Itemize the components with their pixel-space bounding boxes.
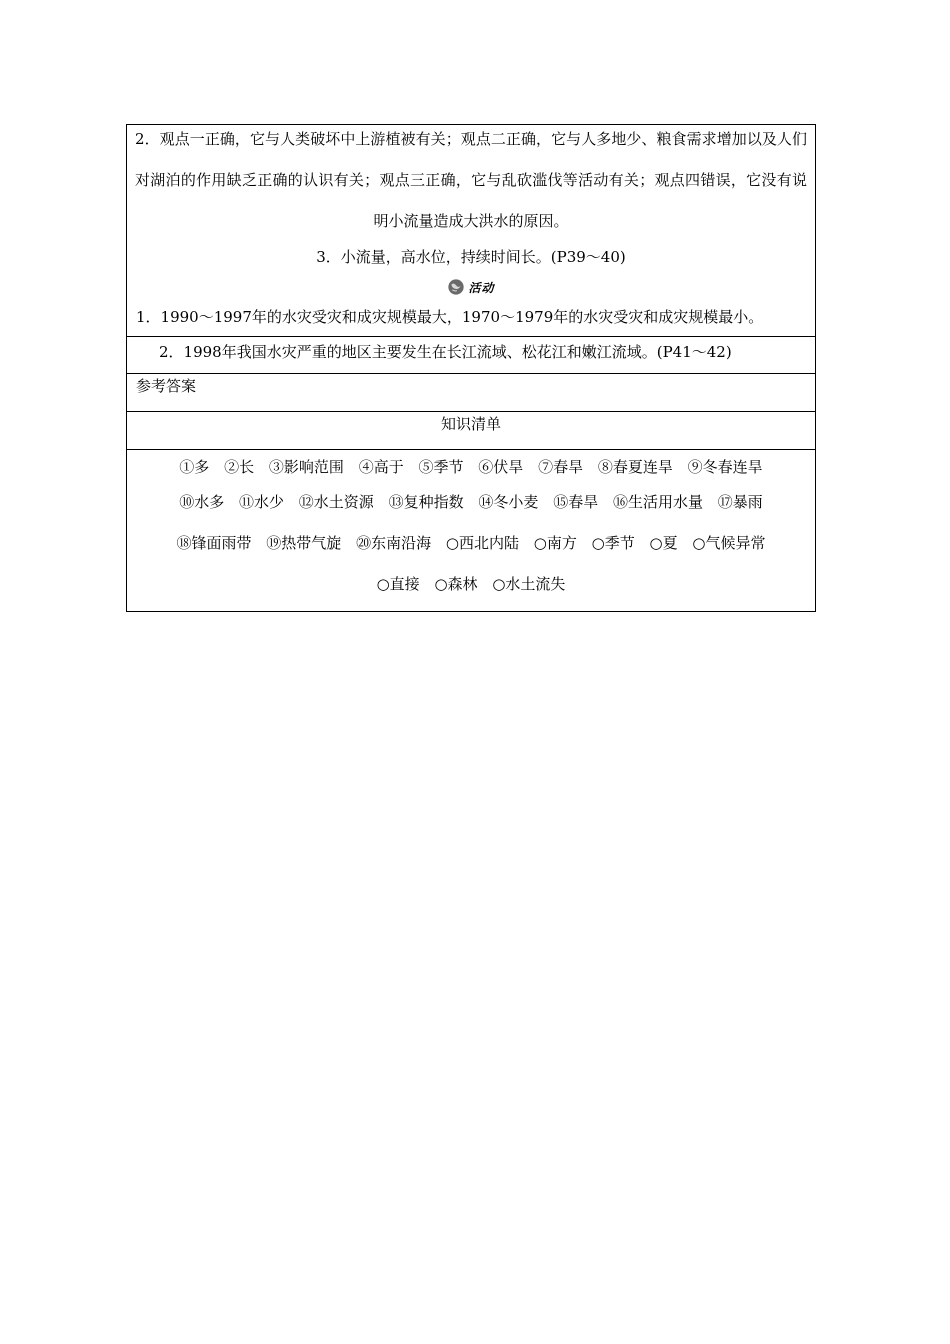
viewpoint-paragraph: 2．观点一正确，它与人类破坏中上游植被有关；观点二正确，它与人多地少、粮食需求增加以及人们对湖泊的作用缺乏正确的认识有关；观点三正确，它与乱砍滥伐等活动有关；观点四错误，它没有说明小流量造成大洪水的原因。 bbox=[135, 130, 807, 230]
answer-item: ⑭冬小麦 bbox=[478, 493, 539, 511]
answer-header: 参考答案 bbox=[127, 373, 815, 411]
answer-item: ②长 bbox=[224, 458, 255, 476]
activity-item-2: 2．1998年我国水灾严重的地区主要发生在长江流域、松花江和嫩江流域。(P41～42) bbox=[159, 343, 732, 361]
knowledge-header: 知识清单 bbox=[127, 411, 815, 449]
answer-item: ①多 bbox=[179, 458, 210, 476]
answer-line-2 bbox=[133, 482, 809, 523]
activity-item-1: 1．1990～1997年的水灾受灾和成灾规模最大，1970～1979年的水灾受灾和成灾规模最小。 bbox=[136, 308, 764, 326]
answer-item: ⑤季节 bbox=[418, 458, 464, 476]
answer-item: ⑱锋面雨带 bbox=[176, 534, 252, 552]
answer-item: ⑦春旱 bbox=[538, 458, 584, 476]
explanation-cell bbox=[127, 119, 815, 336]
answer-item: ③影响范围 bbox=[268, 458, 344, 476]
answer-line-3 bbox=[133, 523, 809, 564]
answer-item: ○直接 bbox=[376, 575, 420, 593]
answer-item: ⑯生活用水量 bbox=[612, 493, 703, 511]
knowledge-answers bbox=[127, 449, 815, 611]
answer-item: ○南方 bbox=[533, 534, 577, 552]
answer-item: ④高于 bbox=[358, 458, 404, 476]
answer-line-4 bbox=[133, 564, 809, 605]
activity-heading bbox=[127, 272, 815, 302]
activity-badge bbox=[447, 278, 494, 296]
answer-item: ○夏 bbox=[649, 534, 678, 552]
answer-item: ⑥伏旱 bbox=[478, 458, 524, 476]
globe-icon bbox=[447, 278, 465, 296]
answer-item: ⑧春夏连旱 bbox=[597, 458, 673, 476]
answer-item: ⑲热带气旋 bbox=[266, 534, 342, 552]
activity-label: 活动 bbox=[468, 280, 495, 295]
activity-item-2-cell bbox=[127, 336, 815, 373]
answer-item: ○森林 bbox=[434, 575, 478, 593]
answer-item: ⑳东南沿海 bbox=[356, 534, 432, 552]
answer-table bbox=[126, 124, 816, 612]
answer-item: ⑨冬春连旱 bbox=[687, 458, 763, 476]
flow-answer: 3．小流量，高水位，持续时间长。(P39～40) bbox=[316, 248, 626, 266]
answer-item: ○西北内陆 bbox=[445, 534, 519, 552]
answer-item: ○水土流失 bbox=[492, 575, 566, 593]
answer-item: ⑬复种指数 bbox=[388, 493, 464, 511]
answer-item: ⑪水少 bbox=[239, 493, 285, 511]
answer-item: ○气候异常 bbox=[692, 534, 766, 552]
answer-item: ⑩水多 bbox=[179, 493, 225, 511]
answer-line-1 bbox=[133, 452, 809, 482]
answer-item: ⑰暴雨 bbox=[717, 493, 763, 511]
answer-item: ⑫水土资源 bbox=[298, 493, 374, 511]
answer-item: ○季节 bbox=[591, 534, 635, 552]
answer-item: ⑮春旱 bbox=[553, 493, 599, 511]
